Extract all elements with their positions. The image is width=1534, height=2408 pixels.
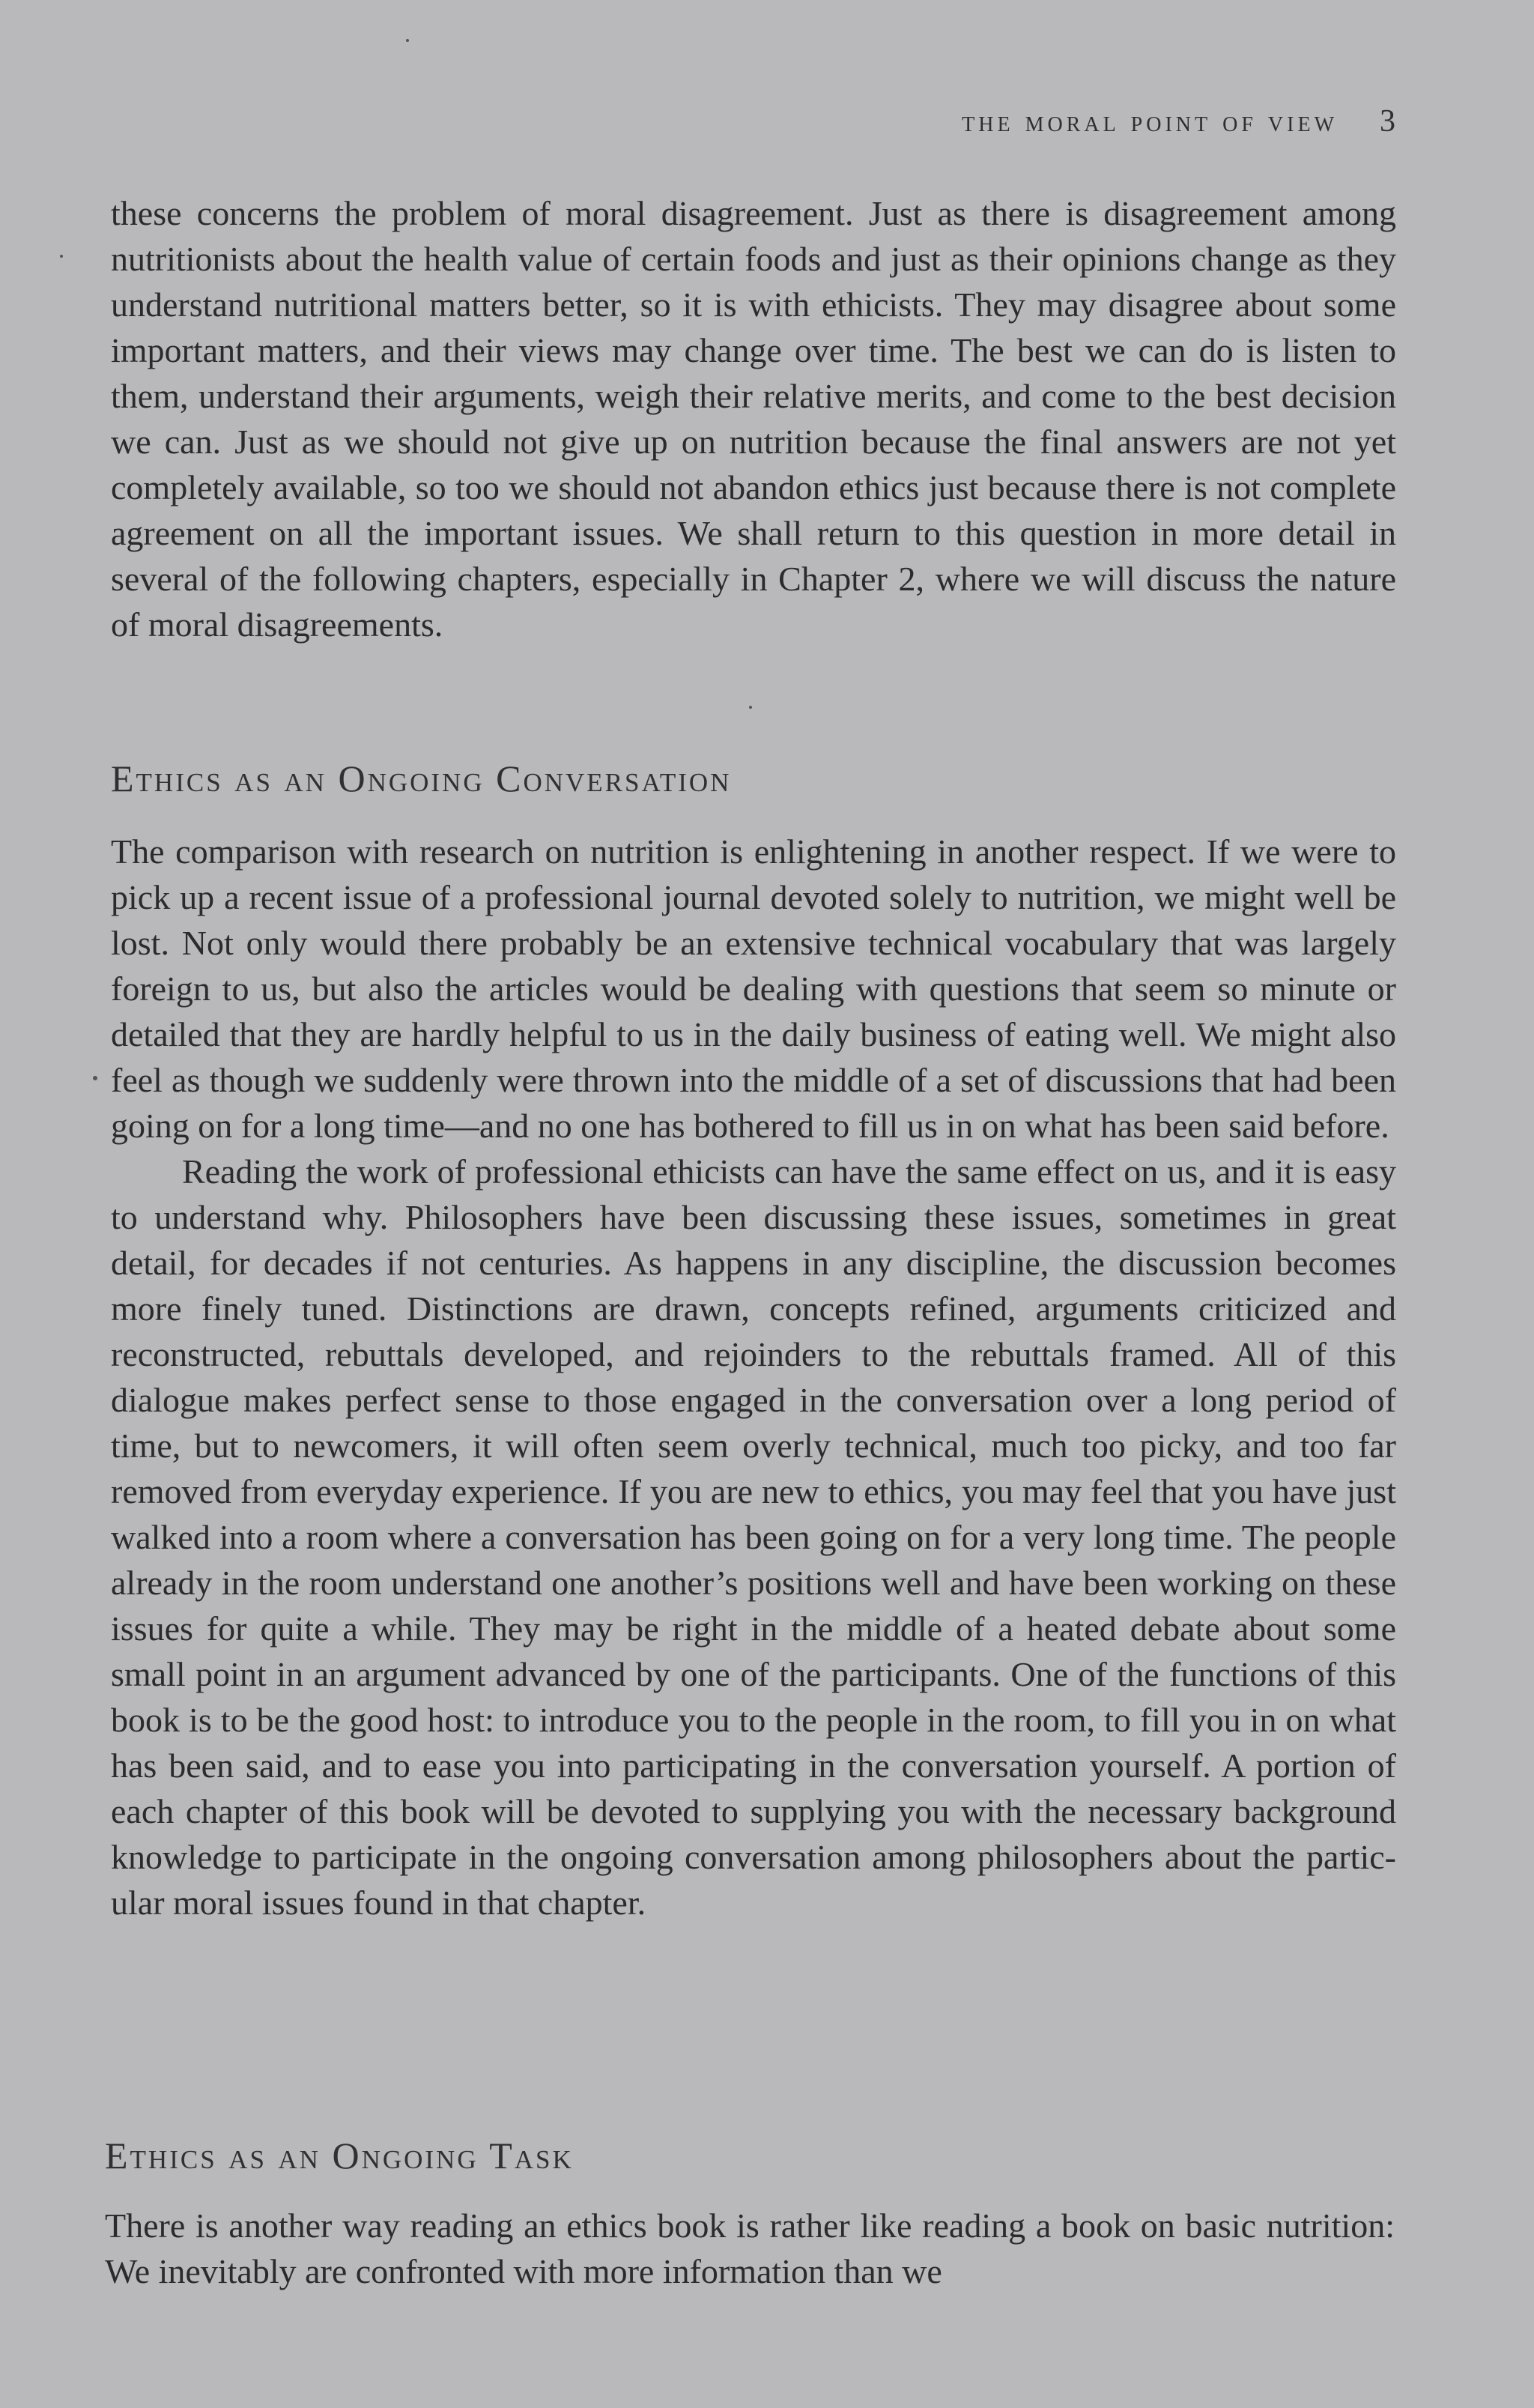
- conversation-paragraph-1: The comparison with research on nutrition is enlightening in another respect. If we were to pick up a recent issue of a professional journal devoted solely to nutrition, we might well be lost. Not only would there probably be an extensive technical vocabulary that was largely foreign to us, but also the articles would be dealing with questions that seem so minute or detailed that they are hardly helpful to us in the daily business of eating well. We might also feel as though we suddenly were thrown into the middle of a set of discussions that had been going on for a long time—and no one has bothered to fill us in on what has been said before.: [111, 832, 1396, 1145]
- conversation-text-block: [111, 829, 1396, 1926]
- scan-speck: [749, 706, 752, 709]
- task-text-block: [105, 2203, 1395, 2294]
- scan-speck: [60, 255, 63, 258]
- conversation-paragraph-2: Reading the work of professional ethicists can have the same effect on us, and it is easy to understand why. Philosophers have been discussing these issues, sometimes in great detail, for decades if not centuries. As happens in any discipline, the discussion becomes more finely tuned. Distinctions are drawn, concepts refined, arguments criticized and reconstructed, rebuttals developed, and rejoinders to the rebuttals framed. All of this dialogue makes perfect sense to those engaged in the conversation over a long period of time, but to newcomers, it will often seem overly technical, much too picky, and too far removed from everyday experience. If you are new to ethics, you may feel that you have just walked into a room where a conversation has been going on for a very long time. The people already in the room understand one another’s positions well and have been working on these issues for quite a while. They may be right in the middle of a heated debate about some small point in an argument advanced by one of the participants. One of the functions of this book is to be the good host: to introduce you to the people in the room, to fill you in on what has been said, and to ease you into participating in the conversation yourself. A portion of each chapter of this book will be devoted to supplying you with the necessary background knowledge to participate in the ongoing conversation among philosophers about the particular moral issues found in that chapter.: [111, 1152, 1396, 1922]
- section-heading-conversation: Ethics as an Ongoing Conversation: [111, 757, 732, 799]
- scan-speck: [93, 1076, 97, 1080]
- running-head: [962, 103, 1395, 139]
- running-title: the moral point of view: [962, 104, 1338, 138]
- section-heading-task: Ethics as an Ongoing Task: [105, 2135, 574, 2176]
- page-number: 3: [1380, 104, 1395, 139]
- task-paragraph: There is another way reading an ethics book is rather like reading a book on basic nutrition: We inevitably are confronted with more information than we: [105, 2206, 1395, 2290]
- intro-text-block: [111, 190, 1396, 647]
- scan-speck: [406, 39, 409, 42]
- intro-paragraph: these concerns the problem of moral disagreement. Just as there is disagreement among nutritionists about the health value of certain foods and just as their opinions change as they understand nutritional matters better, so it is with ethicists. They may disagree about some important matters, and their views may change over time. The best we can do is listen to them, understand their arguments, weigh their relative merits, and come to the best decision we can. Just as we should not give up on nutrition because the final answers are not yet completely available, so too we should not abandon ethics just because there is not complete agreement on all the important issues. We shall return to this question in more detail in several of the following chapters, especially in Chapter 2, where we will discuss the nature of moral disagreements.: [111, 194, 1396, 644]
